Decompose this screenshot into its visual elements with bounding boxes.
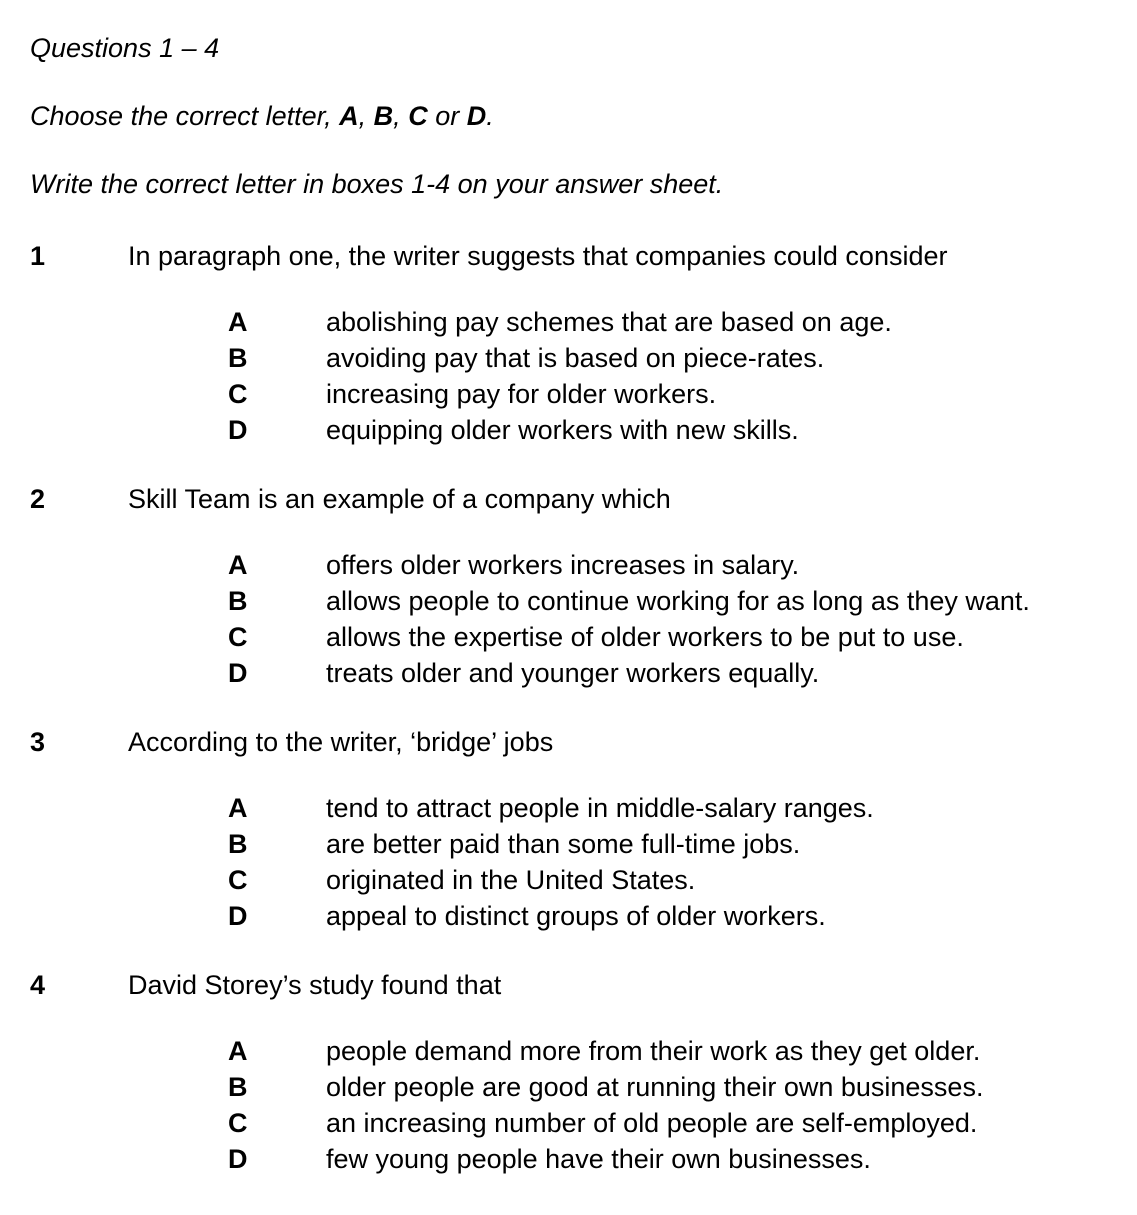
option-letter: B <box>228 829 248 859</box>
option-b <box>228 1069 1129 1105</box>
option-letter: D <box>228 415 248 445</box>
option-letter: A <box>228 793 248 823</box>
choice-letter-b: B <box>373 101 394 131</box>
option-c <box>228 1105 1129 1141</box>
question-text: In paragraph one, the writer suggests that companies could consider <box>128 241 948 271</box>
option-letter: B <box>228 343 248 373</box>
option-letter: D <box>228 658 248 688</box>
question-number: 1 <box>30 241 46 271</box>
option-letter: C <box>228 865 248 895</box>
option-letter: A <box>228 307 248 337</box>
option-text: abolishing pay schemes that are based on age. <box>326 307 892 337</box>
option-text: allows the expertise of older workers to be put to use. <box>326 622 964 652</box>
option-text: allows people to continue working for as long as they want. <box>326 586 1030 616</box>
option-text: offers older workers increases in salary. <box>326 550 800 580</box>
instruction-or: or <box>427 101 467 131</box>
option-letter: C <box>228 622 248 652</box>
option-a <box>228 790 1129 826</box>
option-text: appeal to distinct groups of older workers. <box>326 901 826 931</box>
choice-letter-a: A <box>339 101 359 131</box>
question-2-options <box>228 547 1129 691</box>
option-letter: B <box>228 1072 248 1102</box>
instruction-comma-2: , <box>393 101 409 131</box>
question-4 <box>30 967 1129 1177</box>
option-text: people demand more from their work as they get older. <box>326 1036 981 1066</box>
option-text: few young people have their own businesses. <box>326 1144 871 1174</box>
question-3-stem <box>30 724 1129 760</box>
question-number: 2 <box>30 484 46 514</box>
option-text: tend to attract people in middle-salary ranges. <box>326 793 874 823</box>
option-d <box>228 655 1129 691</box>
option-text: older people are good at running their own businesses. <box>326 1072 984 1102</box>
option-text: increasing pay for older workers. <box>326 379 717 409</box>
option-a <box>228 304 1129 340</box>
question-text: Skill Team is an example of a company which <box>128 484 671 514</box>
section-title: Questions 1 – 4 <box>30 33 220 63</box>
question-2 <box>30 481 1129 691</box>
option-text: are better paid than some full-time jobs. <box>326 829 801 859</box>
question-number: 4 <box>30 970 46 1000</box>
option-a <box>228 1033 1129 1069</box>
option-c <box>228 376 1129 412</box>
question-1 <box>30 238 1129 448</box>
question-4-options <box>228 1033 1129 1177</box>
question-text: David Storey’s study found that <box>128 970 502 1000</box>
question-1-options <box>228 304 1129 448</box>
option-letter: C <box>228 379 248 409</box>
option-letter: A <box>228 550 248 580</box>
option-text: originated in the United States. <box>326 865 696 895</box>
option-b <box>228 340 1129 376</box>
instruction-choose-prefix: Choose the correct letter, <box>30 101 340 131</box>
option-b <box>228 583 1129 619</box>
option-text: avoiding pay that is based on piece-rates. <box>326 343 825 373</box>
option-text: an increasing number of old people are self-employed. <box>326 1108 978 1138</box>
option-text: equipping older workers with new skills. <box>326 415 799 445</box>
option-c <box>228 862 1129 898</box>
question-3-options <box>228 790 1129 934</box>
option-d <box>228 412 1129 448</box>
instruction-choose <box>30 98 1129 134</box>
option-letter: B <box>228 586 248 616</box>
question-1-stem <box>30 238 1129 274</box>
instruction-period: . <box>486 101 494 131</box>
question-2-stem <box>30 481 1129 517</box>
option-letter: A <box>228 1036 248 1066</box>
option-letter: D <box>228 901 248 931</box>
choice-letter-d: D <box>466 101 487 131</box>
option-text: treats older and younger workers equally. <box>326 658 820 688</box>
option-b <box>228 826 1129 862</box>
option-d <box>228 1141 1129 1177</box>
instruction-write: Write the correct letter in boxes 1-4 on your answer sheet. <box>30 169 724 199</box>
option-a <box>228 547 1129 583</box>
choice-letter-c: C <box>408 101 428 131</box>
question-3 <box>30 724 1129 934</box>
option-d <box>228 898 1129 934</box>
question-text: According to the writer, ‘bridge’ jobs <box>128 727 554 757</box>
question-4-stem <box>30 967 1129 1003</box>
option-c <box>228 619 1129 655</box>
option-letter: C <box>228 1108 248 1138</box>
option-letter: D <box>228 1144 248 1174</box>
instruction-comma-1: , <box>358 101 374 131</box>
question-number: 3 <box>30 727 46 757</box>
